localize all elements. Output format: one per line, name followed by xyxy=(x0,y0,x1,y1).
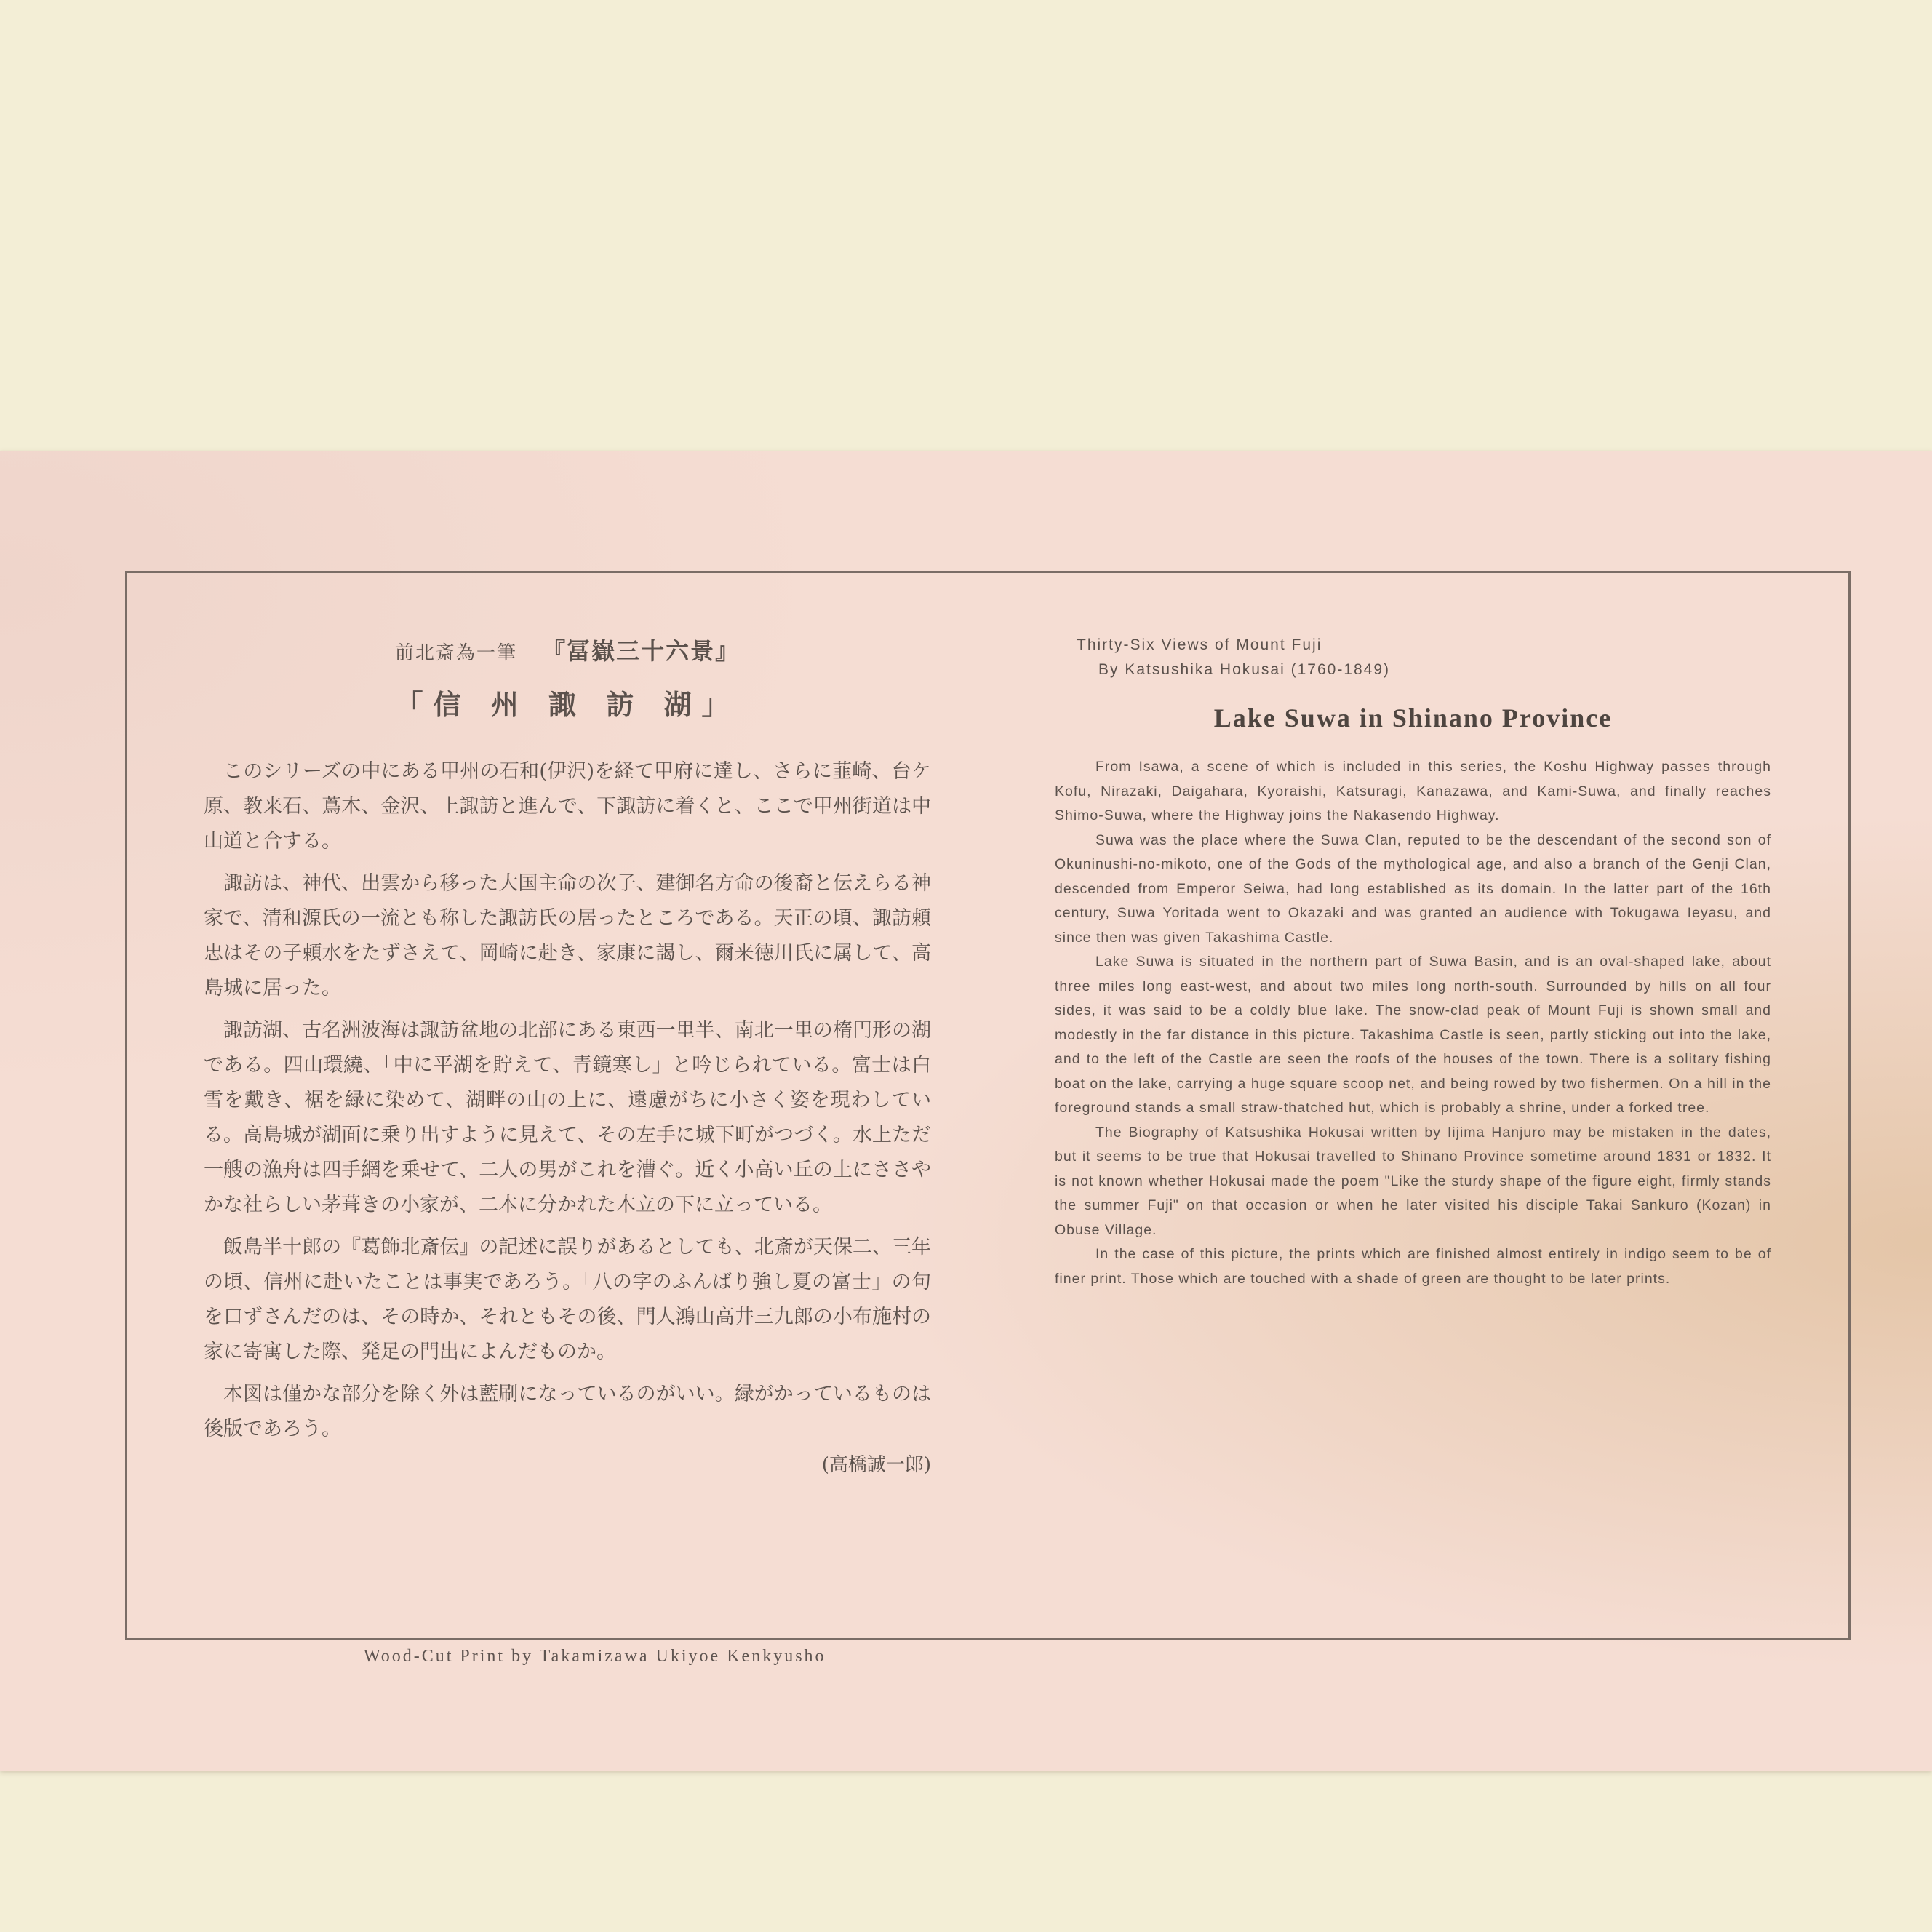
english-paragraph: Suwa was the place where the Suwa Clan, reputed to be the descendant of the second son of Okuninushi-no-mikoto, one of the Gods of the mythological age, and also a branch of the Genji Clan, descended from Emperor Seiwa, had long established as its domain. In the latter part of the 16th century, Suwa Yoritada went to Okazaki and was granted an audience with Tokugawa Ieyasu, and since then was given Takashima Castle. xyxy=(1055,831,1771,946)
english-paragraph: Lake Suwa is situated in the northern part of Suwa Basin, and is an oval-shaped lake, about three miles long east-west, and about two miles long north-south. Surrounded by hills on all four sides, it was said to be a coldly blue lake. The snow-clad peak of Mount Fuji is shown small and modestly in the far distance in this picture. Takashima Castle is seen, partly sticking out into the lake, and to the left of the Castle are seen the roofs of the houses of the town. There is a solitary fishing boat on the lake, carrying a huge square scoop net, and being rowed by two fishermen. On a hill in the foreground stands a small straw-thatched hut, which is probably a shrine, under a forked tree. xyxy=(1055,954,1771,1116)
japanese-series-title: 『冨嶽三十六景』 xyxy=(542,637,741,665)
japanese-artist-signature: 前北斎為一筆 xyxy=(394,642,517,664)
japanese-paragraph: 諏訪湖、古名洲波海は諏訪盆地の北部にある東西一里半、南北一里の楕円形の湖である。四山環繞、「中に平湖を貯えて、青鏡寒し」と吟じられている。富士は白雪を戴き、裾を緑に染めて、湖畔の山の上に、遠慮がちに小さく姿を現わしている。高島城が湖面に乗り出すように見えて、その左手に城下町がつづく。水上ただ一艘の漁舟は四手網を乗せて、二人の男がこれを漕ぐ。近く小高い丘の上にささやかな社らしい茅葺きの小家が、二本に分かれた木立の下に立っている。 xyxy=(204,1019,931,1216)
woodcut-print-credit: Wood-Cut Print by Takamizawa Ukiyoe Kenkyusho xyxy=(364,1647,826,1666)
japanese-author-signature: (高橋誠一郎) xyxy=(821,1454,931,1476)
japanese-paragraph: 諏訪は、神代、出雲から移った大国主命の次子、建御名方命の後裔と伝えらる神家で、清和源氏の一流とも称した諏訪氏の居ったところである。天正の頃、諏訪頼忠はその子頼水をたずさえて、岡崎に赴き、家康に謁し、爾来徳川氏に属して、高島城に居った。 xyxy=(204,872,931,999)
japanese-paragraph: 飯島半十郎の『葛飾北斎伝』の記述に誤りがあるとしても、北斎が天保二、三年の頃、信州に赴いたことは事実であろう。「八の字のふんばり強し夏の富士」の句を口ずさんだのは、その時か、それともその後、門人鴻山高井三九郎の小布施村の家に寄寓した際、発足の門出によんだものか。 xyxy=(204,1236,931,1363)
japanese-paragraph: 本図は僅かな部分を除く外は藍刷になっているのがいい。緑がかっているものは後版であろう。 xyxy=(204,1383,931,1440)
japanese-print-title: 「信 州 諏 訪 湖」 xyxy=(395,688,740,721)
japanese-description-column xyxy=(204,633,931,1477)
japanese-body-text xyxy=(204,754,931,1447)
english-description-column xyxy=(1055,633,1771,1291)
english-body-text xyxy=(1055,755,1771,1291)
english-series-title: Thirty-Six Views of Mount Fuji xyxy=(1077,636,1322,653)
english-paragraph: From Isawa, a scene of which is included in this series, the Koshu Highway passes through Kofu, Nirazaki, Daigahara, Kyoraishi, Katsuragi, Kanazawa, and Kami-Suwa, and finally reaches Shimo-Suwa, where the Highway joins the Nakasendo Highway. xyxy=(1055,759,1771,823)
japanese-header xyxy=(204,633,931,666)
english-paragraph: The Biography of Katsushika Hokusai written by Iijima Hanjuro may be mistaken in the dates, but it seems to be true that Hokusai travelled to Shinano Province sometime around 1831 or 1832. It is not known whether Hokusai made the poem "Like the sturdy shape of the figure eight, firmly stands the summer Fuji" on that occasion or when he later visited his disciple Takai Sankuro (Kozan) in Obuse Village. xyxy=(1055,1124,1771,1238)
japanese-paragraph: このシリーズの中にある甲州の石和(伊沢)を経て甲府に達し、さらに韮崎、台ケ原、教来石、蔦木、金沢、上諏訪と進んで、下諏訪に着くと、ここで甲州街道は中山道と合する。 xyxy=(204,760,931,853)
english-author-line: By Katsushika Hokusai (1760-1849) xyxy=(1098,661,1391,678)
english-print-title: Lake Suwa in Shinano Province xyxy=(1213,703,1613,733)
english-paragraph: In the case of this picture, the prints which are finished almost entirely in indigo seem to be of finer print. Those which are touched with a shade of green are thought to be later prints. xyxy=(1055,1246,1771,1287)
